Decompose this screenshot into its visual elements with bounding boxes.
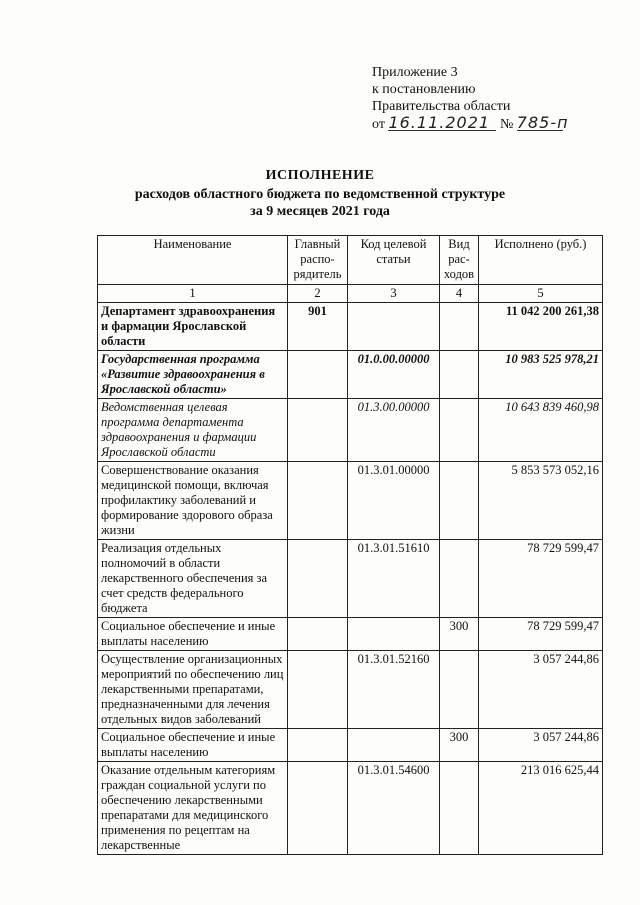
row-code — [348, 729, 440, 762]
table-row — [98, 540, 603, 618]
appendix-date-line — [372, 113, 569, 133]
row-code: 01.3.01.00000 — [348, 462, 440, 540]
row-main — [288, 351, 348, 399]
row-kind — [440, 651, 479, 729]
row-name: Реализация отдельных полномочий в области лекарственного обеспечения за счет средств федерального бюджета — [98, 540, 288, 618]
col-number: 5 — [479, 285, 603, 303]
row-name: Совершенствование оказания медицинской помощи, включая профилактику заболеваний и формирование здорового образа жизни — [98, 462, 288, 540]
handwritten-number: 785-п — [516, 113, 569, 132]
row-name: Государственная программа «Развитие здравоохранения в Ярославской области» — [98, 351, 288, 399]
row-name: Ведомственная целевая программа департамента здравоохранения и фармации Ярославской области — [98, 399, 288, 462]
number-label: № — [499, 117, 514, 132]
row-kind — [440, 399, 479, 462]
table-row — [98, 462, 603, 540]
table-row — [98, 303, 603, 351]
expenses-table — [97, 235, 603, 855]
doc-period: за 9 месяцев 2021 года — [250, 204, 390, 219]
doc-title: ИСПОЛНЕНИЕ — [265, 168, 375, 183]
appendix-line-3: Правительства области — [372, 99, 511, 114]
header-amount: Исполнено (руб.) — [479, 236, 603, 285]
appendix-line-2: к постановлению — [372, 82, 476, 97]
table-row — [98, 762, 603, 855]
row-main — [288, 651, 348, 729]
table-header-row — [98, 236, 603, 285]
row-main: 901 — [288, 303, 348, 351]
table-row — [98, 351, 603, 399]
row-name: Осуществление организационных мероприятий по обеспечению лиц лекарственными препаратами, предназначенными для лечения отдельных видов заболеваний — [98, 651, 288, 729]
row-kind — [440, 303, 479, 351]
col-number: 4 — [440, 285, 479, 303]
column-number-row — [98, 285, 603, 303]
row-main — [288, 618, 348, 651]
table-row — [98, 729, 603, 762]
table-row — [98, 618, 603, 651]
from-label: от — [372, 117, 385, 132]
row-main — [288, 729, 348, 762]
row-main — [288, 399, 348, 462]
row-amount: 78 729 599,47 — [479, 618, 603, 651]
row-kind — [440, 462, 479, 540]
row-name: Департамент здравоохранения и фармации Ярославской области — [98, 303, 288, 351]
header-name: Наименование — [98, 236, 288, 285]
header-main-manager: Главный распо-рядитель — [288, 236, 348, 285]
row-amount: 10 643 839 460,98 — [479, 399, 603, 462]
row-kind: 300 — [440, 729, 479, 762]
row-amount: 3 057 244,86 — [479, 651, 603, 729]
row-main — [288, 462, 348, 540]
header-target-code: Код целевой статьи — [348, 236, 440, 285]
row-name: Социальное обеспечение и иные выплаты населению — [98, 729, 288, 762]
row-amount: 5 853 573 052,16 — [479, 462, 603, 540]
row-main — [288, 540, 348, 618]
row-kind — [440, 762, 479, 855]
table-row — [98, 399, 603, 462]
row-kind — [440, 351, 479, 399]
row-code: 01.3.01.54600 — [348, 762, 440, 855]
row-code: 01.3.00.00000 — [348, 399, 440, 462]
col-number: 3 — [348, 285, 440, 303]
col-number: 2 — [288, 285, 348, 303]
row-kind — [440, 540, 479, 618]
appendix-line-1: Приложение 3 — [372, 65, 458, 80]
row-code: 01.3.01.51610 — [348, 540, 440, 618]
row-name: Оказание отдельным категориям граждан социальной услуги по обеспечению лекарственными препаратами для медицинского применения по рецептам на лекарственные — [98, 762, 288, 855]
table-row — [98, 651, 603, 729]
col-number: 1 — [98, 285, 288, 303]
row-code: 01.3.01.52160 — [348, 651, 440, 729]
row-code — [348, 303, 440, 351]
row-amount: 213 016 625,44 — [479, 762, 603, 855]
row-code: 01.0.00.00000 — [348, 351, 440, 399]
appendix-block — [372, 64, 569, 133]
row-amount: 11 042 200 261,38 — [479, 303, 603, 351]
row-amount: 10 983 525 978,21 — [479, 351, 603, 399]
row-kind: 300 — [440, 618, 479, 651]
handwritten-date: 16.11.2021 — [388, 115, 496, 131]
row-code — [348, 618, 440, 651]
header-expense-kind: Вид рас-ходов — [440, 236, 479, 285]
row-main — [288, 762, 348, 855]
row-amount: 3 057 244,86 — [479, 729, 603, 762]
row-amount: 78 729 599,47 — [479, 540, 603, 618]
doc-subtitle: расходов областного бюджета по ведомственной структуре — [134, 187, 506, 202]
row-name: Социальное обеспечение и иные выплаты населению — [98, 618, 288, 651]
